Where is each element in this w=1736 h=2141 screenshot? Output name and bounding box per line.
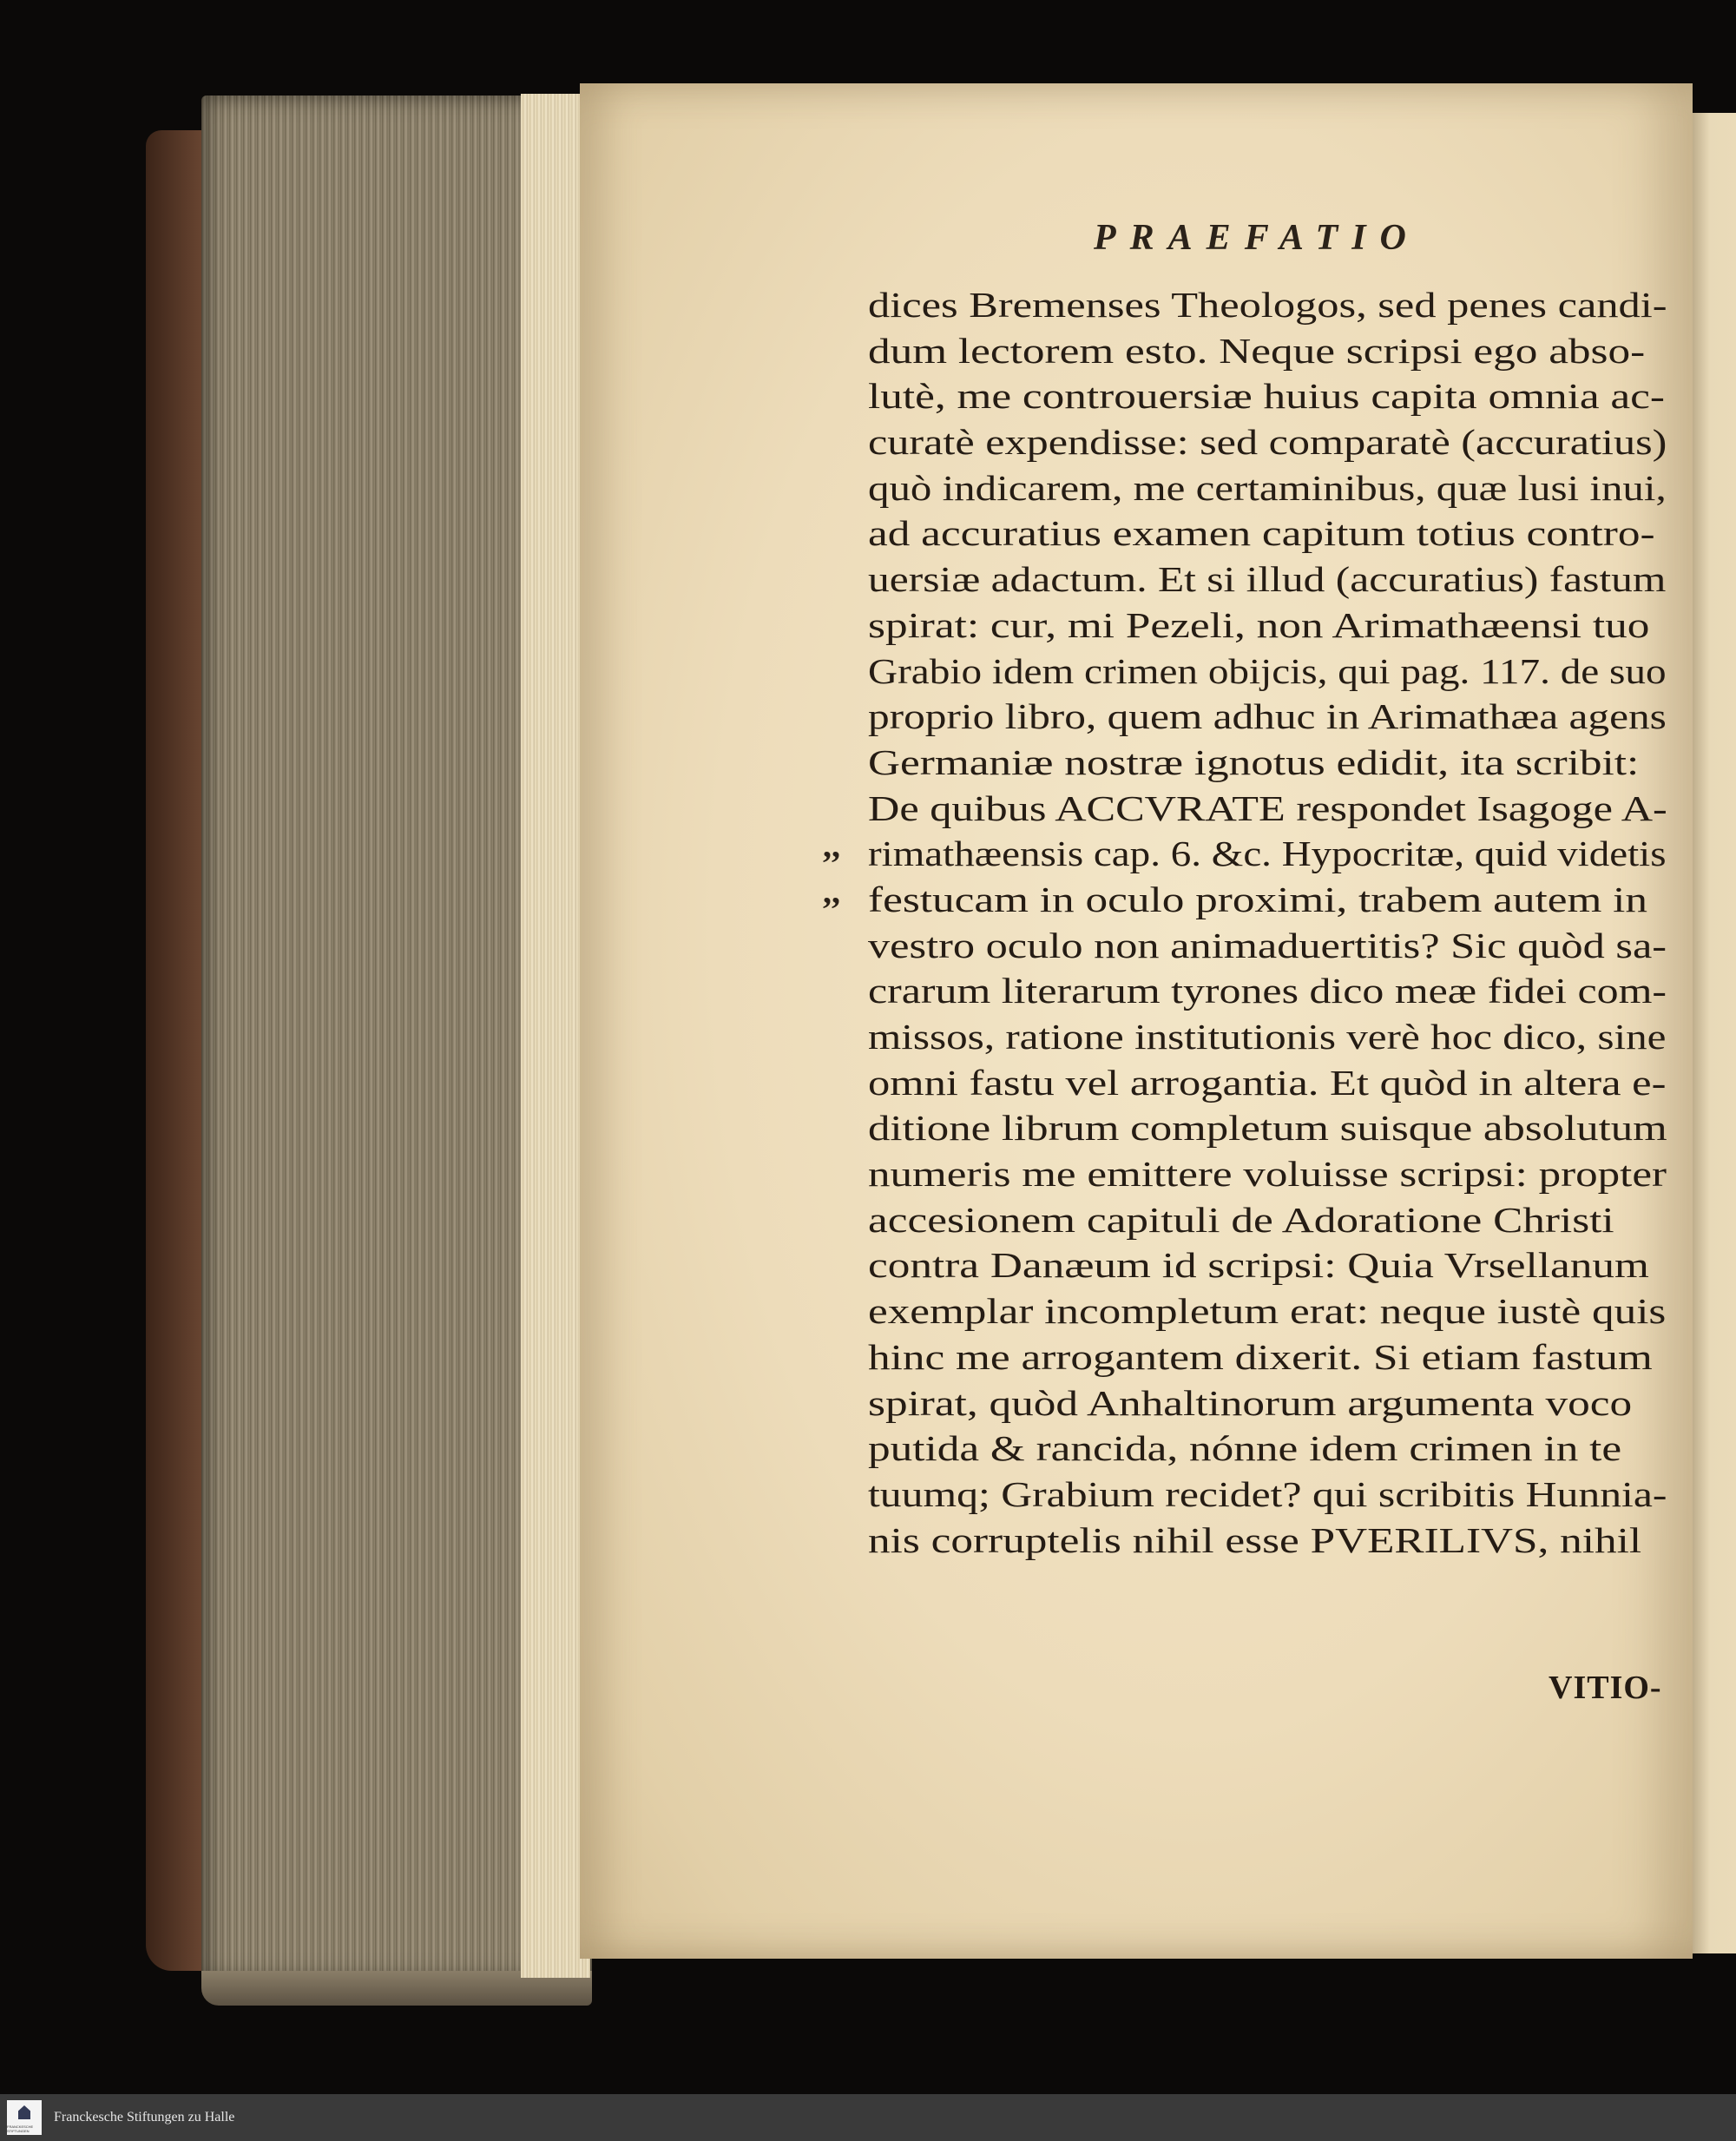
text-line: Germaniæ nostræ ignotus edidit, ita scribit: bbox=[868, 741, 1640, 782]
text-line: contra Danæum id scripsi: Quia Vrsellanum bbox=[868, 1245, 1649, 1286]
page-header: PRAEFATIO bbox=[1094, 218, 1420, 258]
text-line: proprio libro, quem adhuc in Arimathæa agens bbox=[868, 696, 1667, 737]
text-line: rimathæensis cap. 6. &c. Hypocritæ, quid videtis bbox=[868, 833, 1667, 874]
text-line: curatè expendisse: sed comparatè (accuratius) bbox=[868, 422, 1667, 463]
institution-logo-icon bbox=[7, 2100, 42, 2135]
text-line: spirat: cur, mi Pezeli, non Arimathæensi tuo bbox=[868, 604, 1650, 645]
text-line: ad accuratius examen capitum totius contro- bbox=[868, 513, 1655, 554]
text-line: numeris me emittere voluisse scripsi: propter bbox=[868, 1154, 1667, 1195]
text-line: vestro oculo non animaduertitis? Sic quòd sa- bbox=[868, 925, 1667, 965]
text-line: festucam in oculo proximi, trabem autem in bbox=[868, 879, 1648, 919]
text-line: crarum literarum tyrones dico meæ fidei com- bbox=[868, 971, 1667, 1011]
building-icon bbox=[18, 2105, 30, 2119]
viewer-footer bbox=[0, 2094, 1736, 2141]
text-line: exemplar incompletum erat: neque iustè quis bbox=[868, 1291, 1667, 1332]
text-line: hinc me arrogantem dixerit. Si etiam fastum bbox=[868, 1336, 1653, 1377]
text-line: uersiæ adactum. Et si illud (accuratius) fastum bbox=[868, 559, 1667, 600]
text-line: Grabio idem crimen obijcis, qui pag. 117. de suo bbox=[868, 650, 1667, 691]
quote-mark: ,, bbox=[823, 872, 840, 911]
text-line: dum lectorem esto. Neque scripsi ego abso- bbox=[868, 330, 1646, 371]
text-line: ditione librum completum suisque absolutum bbox=[868, 1108, 1667, 1149]
quote-mark: ,, bbox=[823, 826, 840, 865]
text-line: De quibus ACCVRATE respondet Isagoge A- bbox=[868, 787, 1667, 828]
text-line: quò indicarem, me certaminibus, quæ lusi inui, bbox=[868, 467, 1667, 508]
institution-name: Franckesche Stiftungen zu Halle bbox=[54, 2110, 235, 2125]
text-line: dices Bremenses Theologos, sed penes candi- bbox=[868, 285, 1667, 325]
text-line: spirat, quòd Anhaltinorum argumenta voco bbox=[868, 1382, 1633, 1423]
text-line: omni fastu vel arrogantia. Et quòd in altera e- bbox=[868, 1062, 1667, 1103]
logo-text: FRANCKESCHE STIFTUNGEN bbox=[7, 2125, 34, 2133]
text-line: missos, ratione institutionis verè hoc dico, sine bbox=[868, 1017, 1667, 1057]
text-line: tuumq; Grabium recidet? qui scribitis Hunnia- bbox=[868, 1473, 1667, 1514]
text-line: lutè, me controuersiæ huius capita omnia ac- bbox=[868, 376, 1665, 417]
text-line: nis corruptelis nihil esse PVERILIVS, nihil bbox=[868, 1519, 1642, 1560]
page-body-text bbox=[868, 282, 1667, 1563]
text-line: accesionem capituli de Adoratione Christi bbox=[868, 1199, 1614, 1240]
text-line: putida & rancida, nónne idem crimen in te bbox=[868, 1428, 1622, 1469]
catchword: VITIO- bbox=[1549, 1670, 1662, 1706]
